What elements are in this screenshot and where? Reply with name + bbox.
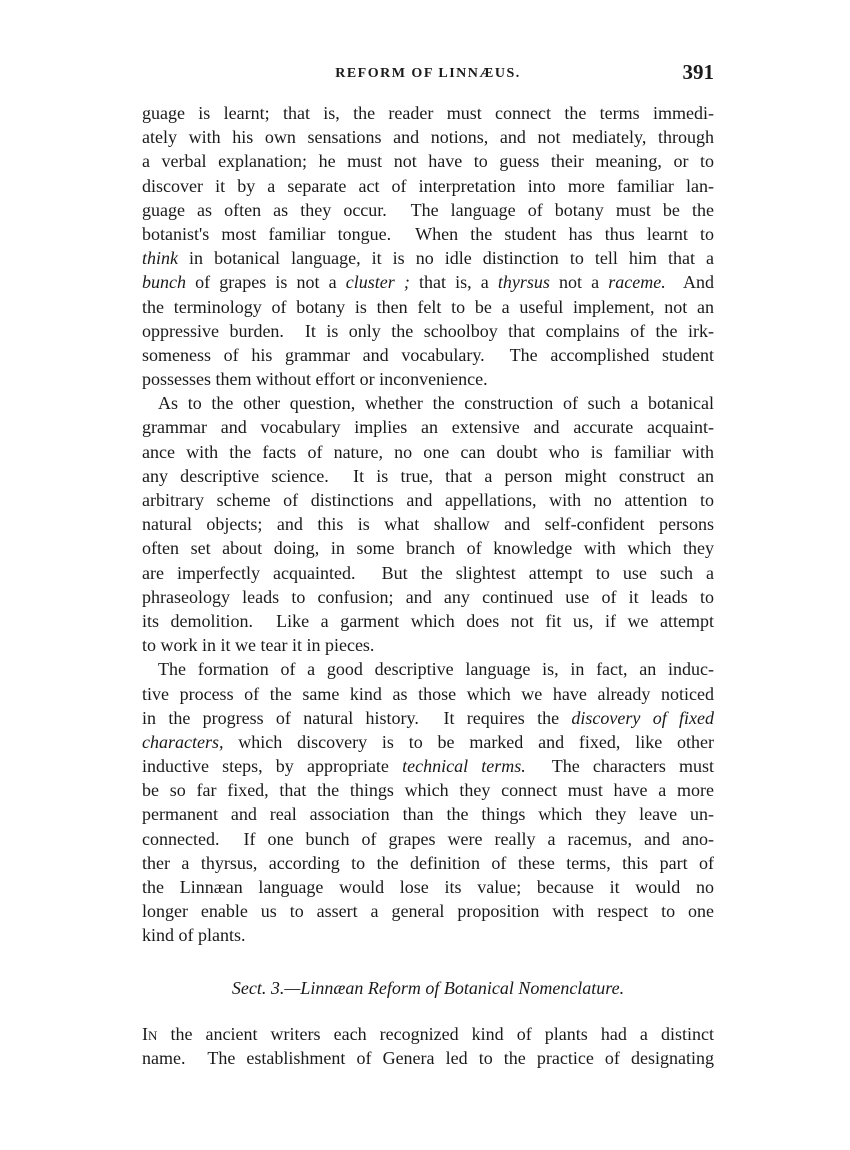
text-segment: And bbox=[665, 272, 714, 293]
italic-text: think bbox=[142, 248, 178, 269]
text-line bbox=[142, 802, 714, 826]
text-segment: kind of plants. bbox=[142, 925, 246, 946]
text-segment: the Linnæan language would lose its value; because it would no bbox=[142, 877, 714, 897]
text-segment: in the progress of natural history. It requires the bbox=[142, 707, 572, 728]
paragraph-4 bbox=[142, 1022, 714, 1070]
text-line bbox=[142, 923, 714, 947]
text-line bbox=[142, 682, 714, 706]
page-body bbox=[142, 101, 714, 1070]
text-line bbox=[142, 343, 714, 367]
text-segment: to work in it we tear it in pieces. bbox=[142, 635, 375, 656]
section-heading: Sect. 3.—Linnæan Reform of Botanical Nomenclature. bbox=[231, 977, 625, 998]
text-segment: guage as often as they occur. The language of botany must be the bbox=[142, 199, 714, 220]
italic-text: characters, bbox=[142, 731, 224, 752]
text-segment: guage is learnt; that is, the reader must connect the terms immedi- bbox=[142, 103, 714, 123]
text-line bbox=[142, 730, 714, 754]
text-line bbox=[142, 585, 714, 609]
text-line bbox=[142, 851, 714, 875]
text-segment: any descriptive science. It is true, that a person might construct an bbox=[142, 465, 714, 486]
text-segment: ately with his own sensations and notions, and not mediately, through bbox=[142, 127, 714, 148]
text-segment: its demolition. Like a garment which does not fit us, if we attempt bbox=[142, 610, 714, 631]
text-segment: oppressive burden. It is only the schoolboy that complains of the irk- bbox=[142, 320, 714, 341]
text-line bbox=[142, 609, 714, 633]
text-line bbox=[142, 899, 714, 923]
text-segment: connected. If one bunch of grapes were really a racemus, and ano- bbox=[142, 828, 714, 849]
text-segment: a verbal explanation; he must not have to guess their meaning, or to bbox=[142, 151, 714, 172]
italic-text: thyrsus bbox=[497, 272, 550, 293]
text-line bbox=[142, 827, 714, 851]
text-segment: name. The establishment of Genera led to the practice of designating bbox=[142, 1047, 714, 1068]
text-line bbox=[142, 270, 714, 294]
page-number: 391 bbox=[682, 60, 714, 84]
text-segment: often set about doing, in some branch of knowledge with which they bbox=[142, 538, 714, 559]
text-line bbox=[142, 125, 714, 149]
text-segment: phraseology leads to confusion; and any continued use of it leads to bbox=[142, 586, 714, 607]
text-segment: longer enable us to assert a general proposition with respect to one bbox=[142, 901, 714, 922]
text-line bbox=[142, 633, 714, 657]
text-line bbox=[142, 657, 714, 681]
italic-text: bunch bbox=[142, 272, 186, 293]
text-segment: As to the other question, whether the construction of such a botanical bbox=[158, 393, 714, 414]
text-line bbox=[142, 1046, 714, 1070]
text-segment: in botanical language, it is no idle distinction to tell him that a bbox=[178, 248, 714, 269]
text-line bbox=[142, 295, 714, 319]
text-segment: which discovery is to be marked and fixed, like other bbox=[223, 731, 714, 752]
text-line bbox=[142, 488, 714, 512]
text-line bbox=[142, 440, 714, 464]
text-segment: someness of his grammar and vocabulary. The accomplished student bbox=[142, 344, 714, 365]
text-segment: ance with the facts of nature, no one can doubt who is familiar with bbox=[142, 441, 714, 462]
text-segment: permanent and real association than the things which they leave un- bbox=[142, 804, 714, 825]
small-caps-text: In bbox=[142, 1023, 158, 1044]
paragraph-2 bbox=[142, 391, 714, 657]
italic-text: cluster ; bbox=[345, 272, 410, 293]
italic-text: discovery of fixed bbox=[571, 707, 714, 728]
text-segment: The formation of a good descriptive language is, in fact, an induc- bbox=[158, 659, 714, 680]
text-line bbox=[142, 464, 714, 488]
text-line bbox=[142, 1022, 714, 1046]
text-line bbox=[142, 222, 714, 246]
text-line bbox=[142, 778, 714, 802]
text-segment: possesses them without effort or inconvenience. bbox=[142, 369, 488, 390]
text-segment: ther a thyrsus, according to the definition of these terms, this part of bbox=[142, 852, 714, 873]
text-line bbox=[142, 391, 714, 415]
text-line bbox=[142, 754, 714, 778]
text-line bbox=[142, 706, 714, 730]
italic-text: technical terms. bbox=[402, 756, 526, 777]
paragraph-3 bbox=[142, 657, 714, 947]
text-segment: the ancient writers each recognized kind of plants had a distinct bbox=[157, 1023, 714, 1044]
text-segment: grammar and vocabulary implies an extensive and accurate acquaint- bbox=[142, 417, 714, 438]
text-segment: botanist's most familiar tongue. When the student has thus learnt to bbox=[142, 223, 714, 244]
text-segment: The characters must bbox=[525, 756, 714, 777]
italic-text: raceme. bbox=[608, 272, 666, 293]
text-segment: discover it by a separate act of interpretation into more familiar lan- bbox=[142, 175, 714, 196]
text-line bbox=[142, 101, 714, 125]
text-segment: of grapes is not a bbox=[186, 272, 346, 293]
text-line bbox=[142, 415, 714, 439]
text-segment: arbitrary scheme of distinctions and appellations, with no attention to bbox=[142, 490, 714, 510]
paragraph-1 bbox=[142, 101, 714, 391]
text-segment: the terminology of botany is then felt to be a useful implement, not an bbox=[142, 296, 714, 317]
text-line bbox=[142, 561, 714, 585]
text-line bbox=[142, 319, 714, 343]
text-line bbox=[142, 367, 714, 391]
running-title: REFORM OF LINNÆUS. bbox=[335, 66, 521, 81]
text-segment: natural objects; and this is what shallow and self-confident persons bbox=[142, 514, 714, 535]
text-line bbox=[142, 246, 714, 270]
text-line bbox=[142, 149, 714, 173]
text-segment: be so far fixed, that the things which they connect must have a more bbox=[142, 780, 714, 801]
text-segment: not a bbox=[549, 272, 609, 293]
text-line bbox=[142, 198, 714, 222]
text-line bbox=[142, 536, 714, 560]
text-segment: that is, a bbox=[409, 272, 498, 293]
text-line bbox=[142, 512, 714, 536]
text-segment: are imperfectly acquainted. But the slightest attempt to use such a bbox=[142, 562, 714, 583]
text-line bbox=[142, 875, 714, 899]
page-header bbox=[142, 60, 714, 90]
text-segment: inductive steps, by appropriate bbox=[142, 756, 403, 777]
text-line bbox=[142, 174, 714, 198]
book-page bbox=[142, 60, 714, 1070]
text-segment: tive process of the same kind as those which we have already noticed bbox=[142, 683, 714, 704]
